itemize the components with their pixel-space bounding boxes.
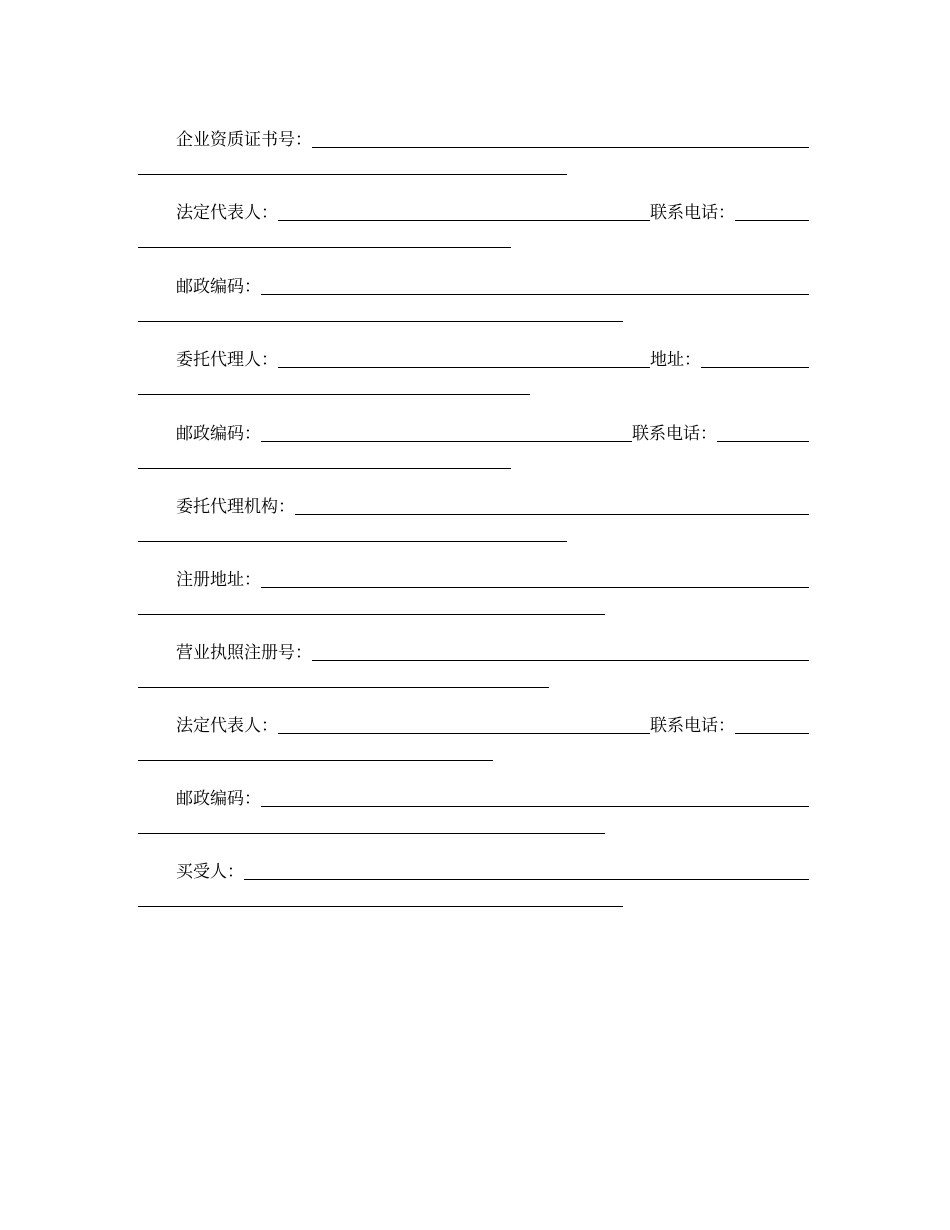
blank-postal-code[interactable] [261,293,809,295]
continuation-line[interactable] [138,468,511,469]
label-agency-legal-representative: 法定代表人： [176,716,278,736]
blank-authorized-agent[interactable] [278,366,650,368]
blank-agency-legal-representative[interactable] [278,732,650,734]
continuation-line[interactable] [138,760,493,761]
label-contact-phone: 联系电话： [650,203,735,223]
field-agency-postal-code [138,785,809,859]
blank-agency-postal-code[interactable] [261,805,809,807]
label-buyer: 买受人： [176,862,244,882]
field-legal-representative [138,199,809,273]
blank-legal-representative[interactable] [278,219,650,221]
blank-address[interactable] [701,366,809,368]
field-agent-postal-code [138,420,809,494]
field-authorized-agency [138,493,809,567]
label-address: 地址： [650,350,701,370]
continuation-line[interactable] [138,614,605,615]
field-buyer [138,858,809,932]
field-postal-code [138,273,809,347]
continuation-line[interactable] [138,687,549,688]
continuation-line[interactable] [138,321,623,322]
blank-buyer[interactable] [244,878,809,880]
continuation-line[interactable] [138,541,567,542]
blank-registered-address[interactable] [261,586,809,588]
field-business-license-no [138,639,809,713]
label-agent-postal-code: 邮政编码： [176,424,261,444]
field-authorized-agent [138,346,809,420]
label-authorized-agency: 委托代理机构： [176,497,295,517]
blank-agent-postal-code[interactable] [261,440,632,442]
field-registered-address [138,566,809,640]
label-agency-contact-phone: 联系电话： [650,716,735,736]
continuation-line[interactable] [138,174,567,175]
blank-business-license-no[interactable] [312,659,809,661]
blank-contact-phone[interactable] [735,219,809,221]
continuation-line[interactable] [138,394,530,395]
blank-agent-contact-phone[interactable] [717,440,809,442]
continuation-line[interactable] [138,906,623,907]
label-enterprise-qualification-cert-no: 企业资质证书号： [176,130,312,150]
label-agency-postal-code: 邮政编码： [176,789,261,809]
blank-enterprise-qualification-cert-no[interactable] [312,146,809,148]
label-business-license-no: 营业执照注册号： [176,643,312,663]
continuation-line[interactable] [138,833,605,834]
label-agent-contact-phone: 联系电话： [632,424,717,444]
field-enterprise-qualification-cert-no [138,126,809,200]
label-registered-address: 注册地址： [176,570,261,590]
continuation-line[interactable] [138,247,511,248]
label-authorized-agent: 委托代理人： [176,350,278,370]
blank-authorized-agency[interactable] [295,513,809,515]
field-agency-legal-representative [138,712,809,786]
label-postal-code: 邮政编码： [176,277,261,297]
label-legal-representative: 法定代表人： [176,203,278,223]
blank-agency-contact-phone[interactable] [735,732,809,734]
